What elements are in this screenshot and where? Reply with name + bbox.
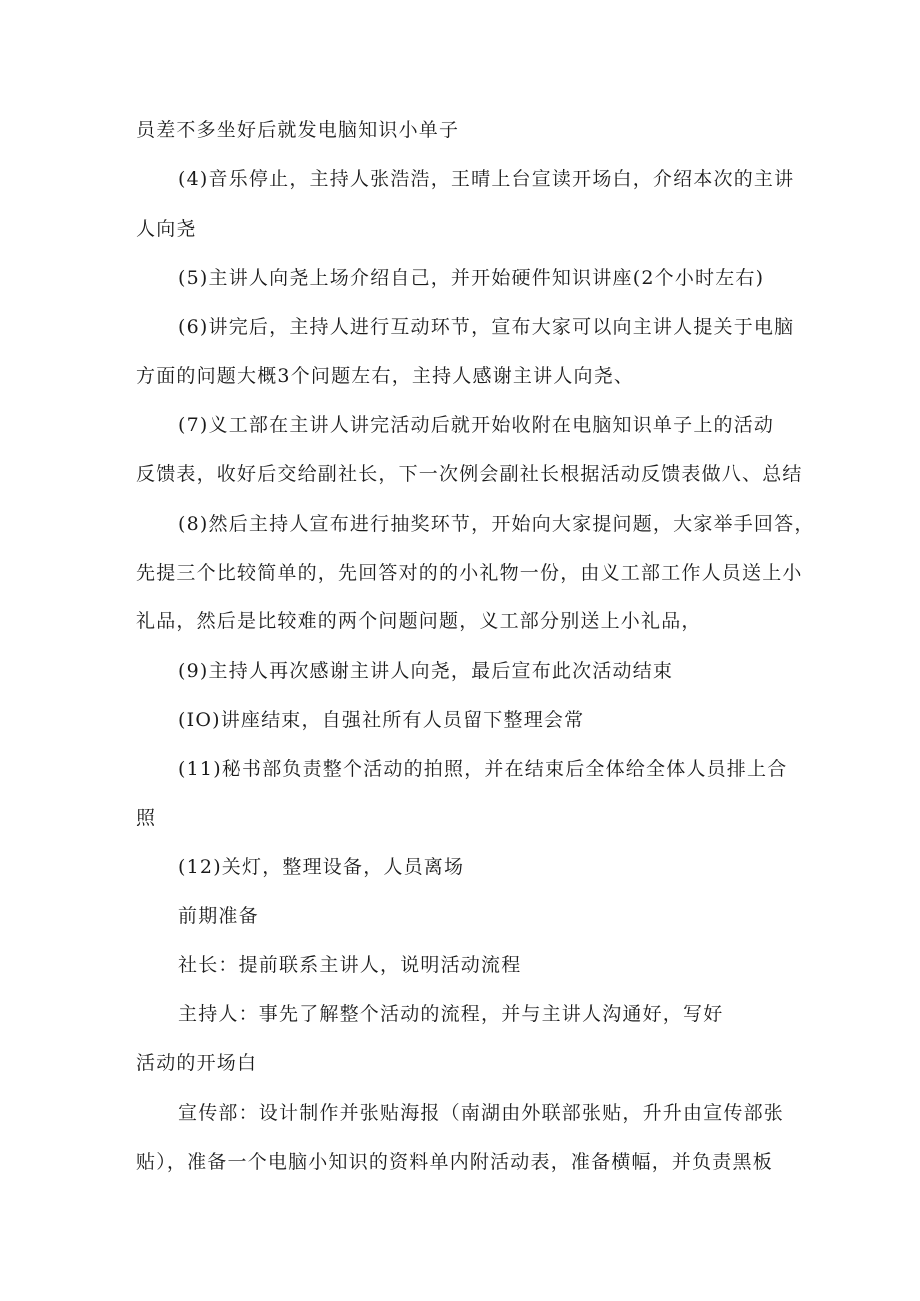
text-line: (8)然后主持人宣布进行抽奖环节，开始向大家提问题，大家举手回答，: [178, 513, 815, 535]
text-line: 反馈表，收好后交给副社长，下一次例会副社长根据活动反馈表做八、总结: [136, 463, 803, 485]
text-line: 先提三个比较简单的，先回答对的的小礼物一份，由义工部工作人员送上小: [136, 562, 803, 584]
text-line: 社长：提前联系主讲人，说明活动流程: [178, 954, 522, 976]
text-line: 人向尧: [136, 218, 197, 240]
text-line: 照: [136, 807, 157, 829]
text-line: 礼品，然后是比较难的两个问题问题，义工部分别送上小礼品，: [136, 610, 702, 632]
text-line: 方面的问题大概3个问题左右，主持人感谢主讲人向尧、: [136, 365, 635, 387]
text-line: (4)音乐停止，主持人张浩浩，王晴上台宣读开场白，介绍本次的主讲: [178, 168, 795, 190]
text-line: 活动的开场白: [136, 1052, 258, 1074]
text-line: (7)义工部在主讲人讲完活动后就开始收附在电脑知识单子上的活动: [178, 414, 775, 436]
text-line: (5)主讲人向尧上场介绍自己，并开始硬件知识讲座(2个小时左右): [178, 267, 765, 289]
text-line: 贴），准备一个电脑小知识的资料单内附活动表，准备横幅，并负责黑板: [136, 1151, 773, 1173]
text-line: (IO)讲座结束，自强社所有人员留下整理会常: [178, 709, 585, 731]
text-line: 宣传部：设计制作并张贴海报（南湖由外联部张贴，升升由宣传部张: [178, 1102, 785, 1124]
section-heading: 前期准备: [178, 905, 259, 927]
text-line: (12)关灯，整理设备，人员离场: [178, 856, 465, 878]
text-line: 主持人：事先了解整个活动的流程，并与主讲人沟通好，写好: [178, 1003, 724, 1025]
text-line: (11)秘书部负责整个活动的拍照，并在结束后全体给全体人员排上合: [178, 758, 788, 780]
text-line: 员差不多坐好后就发电脑知识小单子: [136, 119, 460, 141]
text-line: (6)讲完后，主持人进行互动环节，宣布大家可以向主讲人提关于电脑: [178, 316, 795, 338]
text-line: (9)主持人再次感谢主讲人向尧，最后宣布此次活动结束: [178, 660, 674, 682]
